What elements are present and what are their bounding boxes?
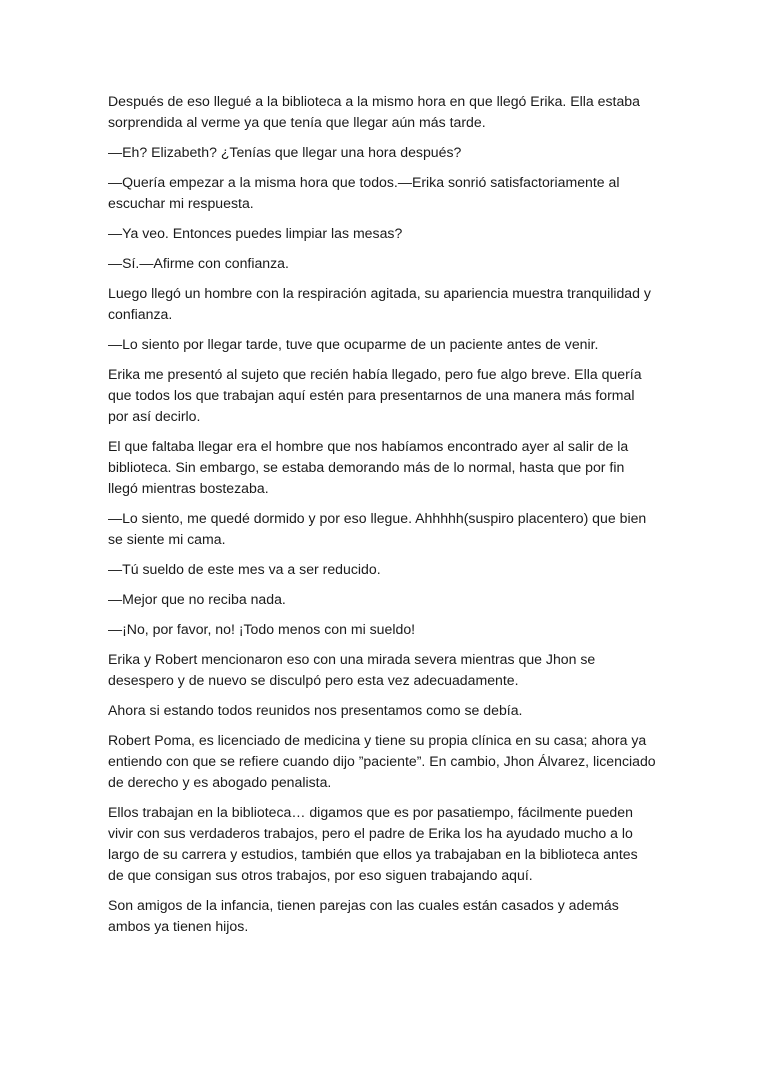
paragraph: —Eh? Elizabeth? ¿Tenías que llegar una hora después? xyxy=(108,144,462,160)
document-page xyxy=(108,91,656,946)
paragraph: Luego llegó un hombre con la respiración agitada, su apariencia muestra tranquilidad y confianza. xyxy=(108,285,651,322)
paragraph: Robert Poma, es licenciado de medicina y tiene su propia clínica en su casa; ahora ya entiendo con que se refiere cuando dijo ”paciente”. En cambio, Jhon Álvarez, licenciado de derecho y es abogado penalista. xyxy=(108,732,656,790)
paragraph: —Lo siento, me quedé dormido y por eso llegue. Ahhhhh(suspiro placentero) que bien se siente mi cama. xyxy=(108,510,647,547)
paragraph: Después de eso llegué a la biblioteca a la mismo hora en que llegó Erika. Ella estaba sorprendida al verme ya que tenía que llegar aún más tarde. xyxy=(108,93,640,130)
paragraph: —Tú sueldo de este mes va a ser reducido. xyxy=(108,561,381,577)
paragraph: —Ya veo. Entonces puedes limpiar las mesas? xyxy=(108,225,403,241)
paragraph: —¡No, por favor, no! ¡Todo menos con mi sueldo! xyxy=(108,621,416,637)
paragraph: Son amigos de la infancia, tienen parejas con las cuales están casados y además ambos ya tienen hijos. xyxy=(108,897,619,934)
paragraph: —Sí.—Afirme con confianza. xyxy=(108,255,289,271)
paragraph: —Quería empezar a la misma hora que todos.—Erika sonrió satisfactoriamente al escuchar mi respuesta. xyxy=(108,174,620,211)
paragraph: Ellos trabajan en la biblioteca… digamos que es por pasatiempo, fácilmente pueden vivir con sus verdaderos trabajos, pero el padre de Erika los ha ayudado mucho a lo largo de su carrera y estudios, también que ellos ya trabajaban en la biblioteca antes de que consigan sus otros trabajos, por eso siguen trabajando aquí. xyxy=(108,804,638,883)
paragraph: —Lo siento por llegar tarde, tuve que ocuparme de un paciente antes de venir. xyxy=(108,336,599,352)
paragraph: —Mejor que no reciba nada. xyxy=(108,591,286,607)
paragraph: Erika y Robert mencionaron eso con una mirada severa mientras que Jhon se desespero y de nuevo se disculpó pero esta vez adecuadamente. xyxy=(108,651,596,688)
paragraph: El que faltaba llegar era el hombre que nos habíamos encontrado ayer al salir de la biblioteca. Sin embargo, se estaba demorando más de lo normal, hasta que por fin llegó mientras bostezaba. xyxy=(108,438,629,496)
paragraph: Erika me presentó al sujeto que recién había llegado, pero fue algo breve. Ella quería que todos los que trabajan aquí estén para presentarnos de una manera más formal por así decirlo. xyxy=(108,366,642,424)
paragraph: Ahora si estando todos reunidos nos presentamos como se debía. xyxy=(108,702,523,718)
